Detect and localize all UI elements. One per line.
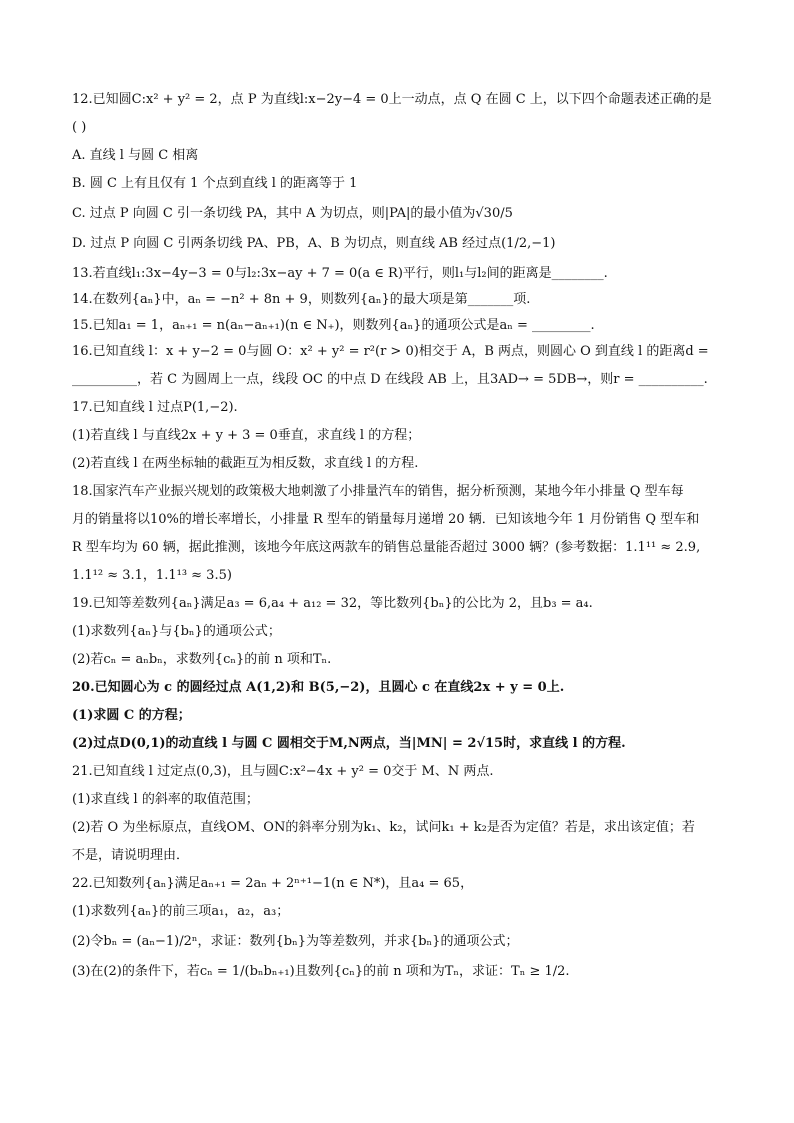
q17-part-1: (1)若直线 l 与直线2x + y + 3 = 0垂直，求直线 l 的方程； [72, 428, 421, 443]
q12-option-d: D. 过点 P 向圆 C 引两条切线 PA、PB，A、B 为切点，则直线 AB 经过点(1/2,−1) [72, 236, 556, 251]
q18-line-1: 18.国家汽车产业振兴规划的政策极大地刺激了小排量汽车的销售，据分析预测，某地今年小排量 Q 型车每 [72, 484, 684, 499]
q21-part-2-line-1: (2)若 O 为坐标原点，直线OM、ON的斜率分别为k₁、k₂，试问k₁ + k₂是否为定值？若是，求出该定值；若 [72, 820, 695, 835]
q20-stem: 20.已知圆心为 c 的圆经过点 A(1,2)和 B(5,−2)，且圆心 c 在直线2x + y = 0上. [72, 680, 565, 695]
q12-option-c: C. 过点 P 向圆 C 引一条切线 PA，其中 A 为切点，则|PA|的最小值为√30/5 [72, 206, 513, 221]
q19-part-2: (2)若cₙ = aₙbₙ，求数列{cₙ}的前 n 项和Tₙ. [72, 652, 332, 667]
q16-line-2: __________，若 C 为圆周上一点，线段 OC 的中点 D 在线段 AB 上，且3AD→ = 5DB→，则r = __________. [72, 372, 708, 387]
q18-line-3: R 型车均为 60 辆，据此推测，该地今年底这两款车的销售总量能否超过 3000 辆？(参考数据：1.1¹¹ ≈ 2.9, [72, 540, 701, 555]
q13-text: 13.若直线l₁:3x−4y−3 = 0与l₂:3x−ay + 7 = 0(a ∈ R)平行，则l₁与l₂间的距离是________. [72, 266, 608, 281]
q17-part-2: (2)若直线 l 在两坐标轴的截距互为相反数，求直线 l 的方程. [72, 456, 419, 471]
q19-part-1: (1)求数列{aₙ}与{bₙ}的通项公式； [72, 624, 281, 639]
q21-part-2-line-2: 不是，请说明理由． [72, 848, 190, 863]
q12-stem: 12.已知圆C:x² + y² = 2，点 P 为直线l:x−2y−4 = 0上一动点，点 Q 在圆 C 上，以下四个命题表述正确的是 [72, 92, 712, 107]
q22-part-3: (3)在(2)的条件下，若cₙ = 1/(bₙbₙ₊₁)且数列{cₙ}的前 n 项和为Tₙ，求证：Tₙ ≥ 1/2. [72, 964, 570, 979]
q20-part-2: (2)过点D(0,1)的动直线 l 与圆 C 圆相交于M,N两点，当|MN| = 2√15时，求直线 l 的方程. [72, 736, 626, 751]
q18-line-2: 月的销量将以10%的增长率增长，小排量 R 型车的销量每月递增 20 辆．已知该地今年 1 月份销售 Q 型车和 [72, 512, 700, 527]
q21-stem: 21.已知直线 l 过定点(0,3)，且与圆C:x²−4x + y² = 0交于 M、N 两点. [72, 764, 494, 779]
q12-option-b: B. 圆 C 上有且仅有 1 个点到直线 l 的距离等于 1 [72, 176, 358, 191]
q19-stem: 19.已知等差数列{aₙ}满足a₃ = 6,a₄ + a₁₂ = 32，等比数列{bₙ}的公比为 2，且b₃ = a₄. [72, 596, 593, 611]
q16-line-1: 16.已知直线 l：x + y−2 = 0与圆 O：x² + y² = r²(r > 0)相交于 A，B 两点，则圆心 O 到直线 l 的距离d = [72, 344, 709, 359]
q15-text: 15.已知a₁ = 1，aₙ₊₁ = n(aₙ−aₙ₊₁)(n ∈ N₊)，则数列{aₙ}的通项公式是aₙ = _________. [72, 318, 595, 333]
q14-text: 14.在数列{aₙ}中，aₙ = −n² + 8n + 9，则数列{aₙ}的最大项是第_______项. [72, 292, 531, 307]
q22-part-1: (1)求数列{aₙ}的前三项a₁，a₂，a₃； [72, 904, 290, 919]
exam-page [72, 92, 722, 980]
q21-part-1: (1)求直线 l 的斜率的取值范围； [72, 792, 259, 807]
q18-line-4: 1.1¹² ≈ 3.1，1.1¹³ ≈ 3.5) [72, 568, 232, 583]
q22-part-2: (2)令bₙ = (aₙ−1)/2ⁿ，求证：数列{bₙ}为等差数列，并求{bₙ}的通项公式； [72, 934, 519, 949]
q17-stem: 17.已知直线 l 过点P(1,−2). [72, 400, 238, 415]
q12-paren: ( ) [72, 120, 87, 135]
q22-stem: 22.已知数列{aₙ}满足aₙ₊₁ = 2aₙ + 2ⁿ⁺¹−1(n ∈ N*)，且a₄ = 65， [72, 876, 474, 891]
q20-part-1: (1)求圆 C 的方程； [72, 708, 191, 723]
q12-option-a: A. 直线 l 与圆 C 相离 [72, 148, 199, 163]
